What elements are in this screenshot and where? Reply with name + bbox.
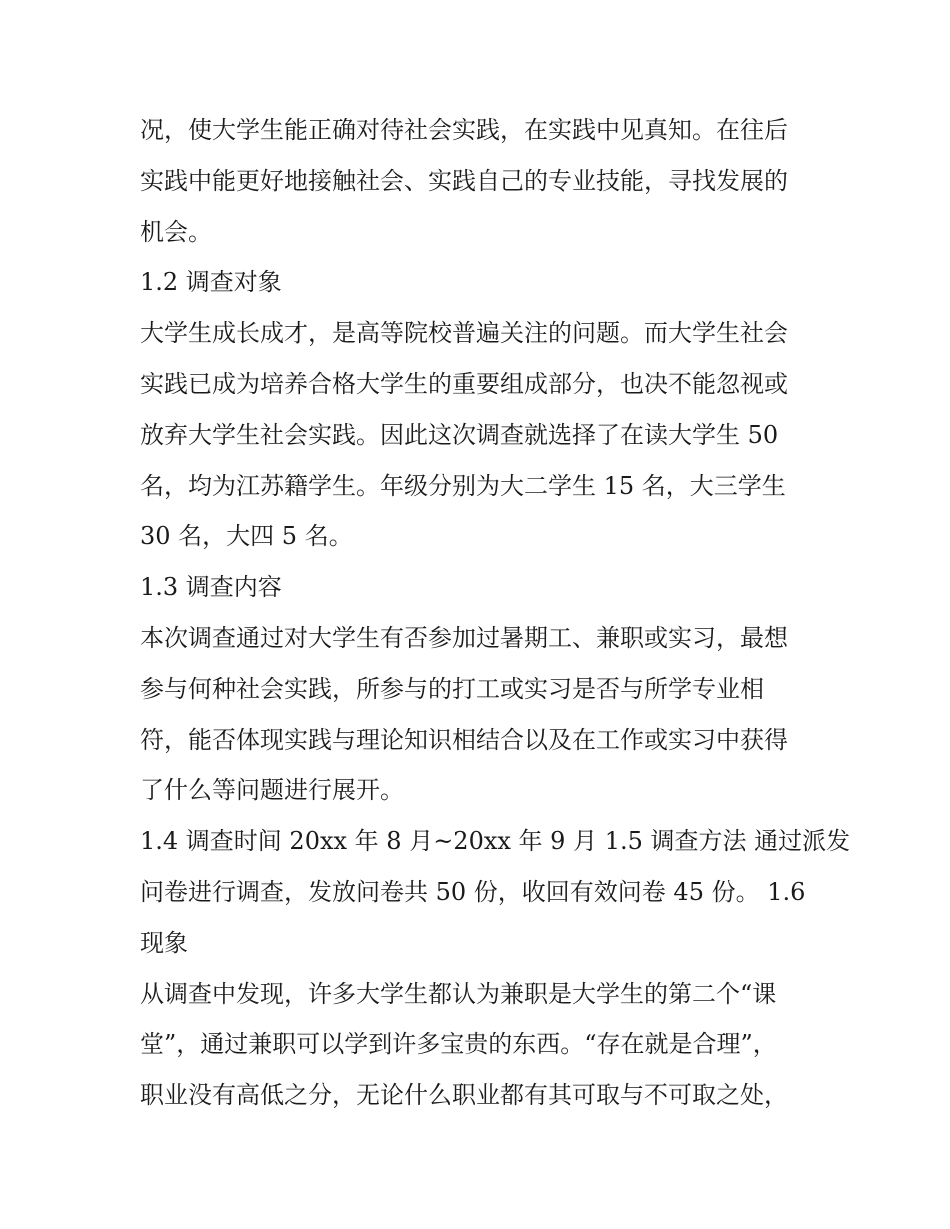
text-line: 大学生成长成才，是高等院校普遍关注的问题。而大学生社会 <box>140 319 788 348</box>
text-line: 机会。 <box>140 217 212 246</box>
text-line: 况，使大学生能正确对待社会实践，在实践中见真知。在往后 <box>140 116 788 144</box>
text-line: 名，均为江苏籍学生。年级分别为大二学生 15 名，大三学生 <box>140 471 786 500</box>
section-heading-1-2: 1.2 调查对象 <box>140 268 282 297</box>
section-heading-1-6: 现象 <box>140 928 188 957</box>
text-line: 职业没有高低之分，无论什么职业都有其可取与不可取之处， <box>140 1081 788 1110</box>
text-line: 实践已成为培养合格大学生的重要组成部分，也决不能忽视或 <box>140 369 788 398</box>
text-line: 从调查中发现，许多大学生都认为兼职是大学生的第二个“课 <box>140 979 777 1008</box>
text-line: 问卷进行调查，发放问卷共 50 份，收回有效问卷 45 份。 1.6 <box>140 877 806 906</box>
section-heading-1-3: 1.3 调查内容 <box>140 573 282 602</box>
text-line: 本次调查通过对大学生有否参加过暑期工、兼职或实习，最想 <box>140 623 788 652</box>
text-line: 参与何种社会实践，所参与的打工或实习是否与所学专业相 <box>140 674 764 703</box>
text-line: 放弃大学生社会实践。因此这次调查就选择了在读大学生 50 <box>140 420 779 449</box>
text-line: 30 名，大四 5 名。 <box>140 522 353 551</box>
text-line: 堂”，通过兼职可以学到许多宝贵的东西。“存在就是合理”， <box>140 1030 777 1059</box>
text-line: 符，能否体现实践与理论知识相结合以及在工作或实习中获得 <box>140 725 788 754</box>
text-line: 实践中能更好地接触社会、实践自己的专业技能，寻找发展的 <box>140 166 788 195</box>
section-heading-1-4: 1.4 调查时间 20xx 年 8 月~20xx 年 9 月 1.5 调查方法 通过派发 <box>140 827 851 856</box>
body-text <box>140 105 851 1121</box>
text-line: 了什么等问题进行展开。 <box>140 776 404 805</box>
